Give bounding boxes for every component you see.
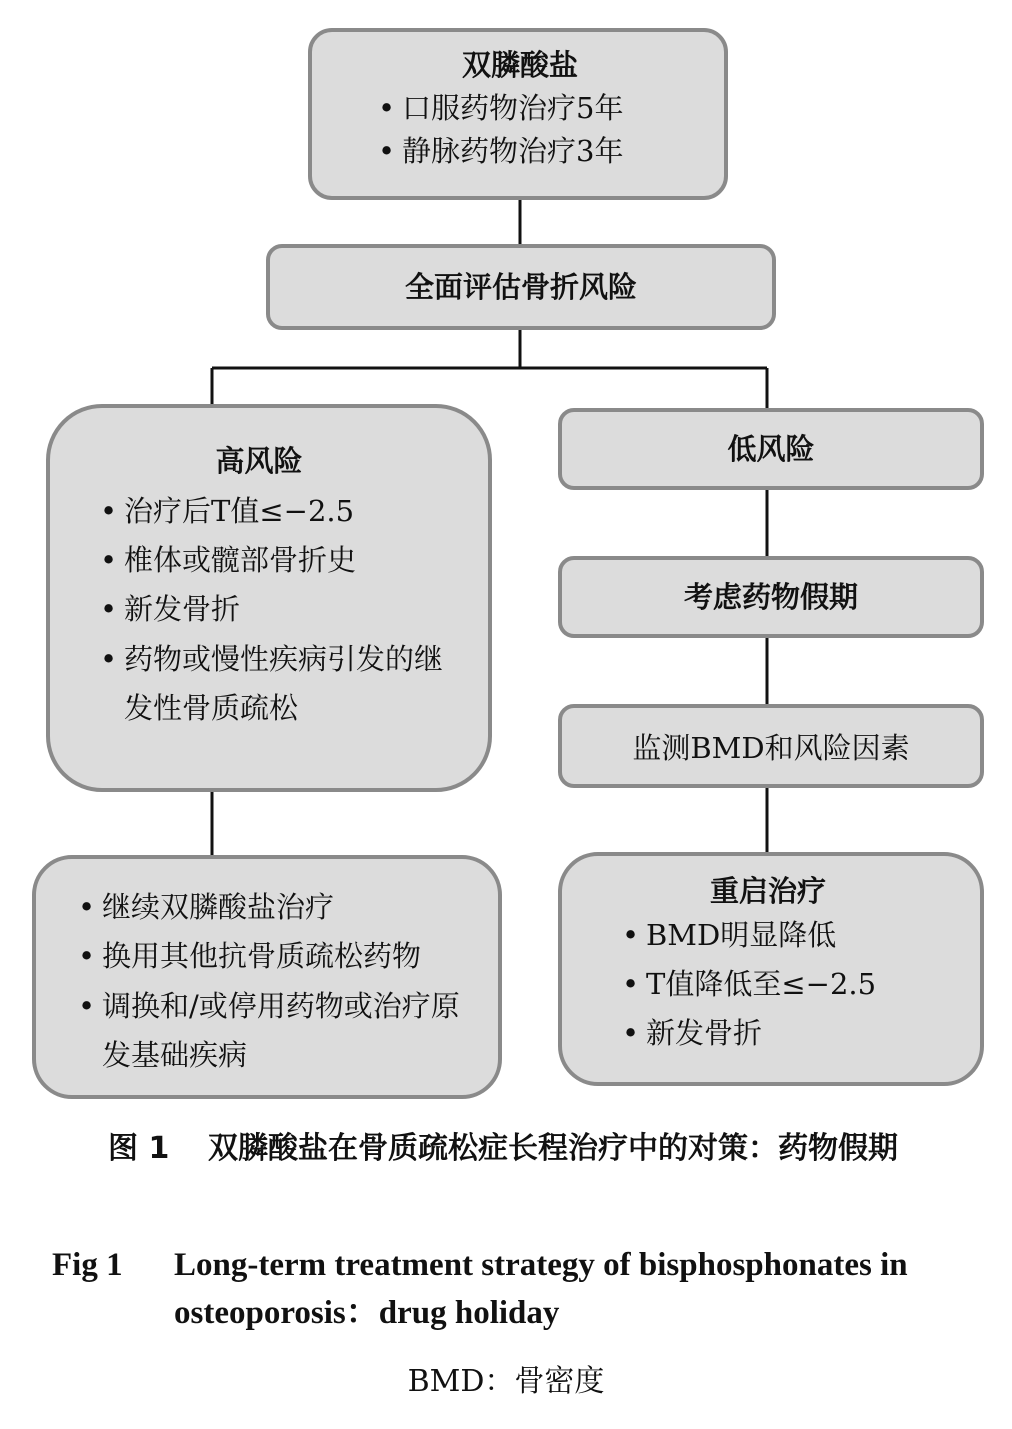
bisphosphonate-title: 双膦酸盐: [461, 48, 578, 82]
list-item: • 新发骨折: [618, 1009, 980, 1058]
restart-treatment-box: [558, 852, 984, 1086]
list-item: • 调换和/或停用药物或治疗原发基础疾病: [74, 982, 484, 1081]
list-item: • 椎体或髋部骨折史: [96, 536, 456, 585]
caption-en-text: Long-term treatment strategy of bisphosphonates in osteoporosis：drug holiday: [174, 1247, 908, 1331]
low-risk-box: [558, 408, 984, 490]
restart-treatment-list: [618, 911, 980, 1059]
list-item: • 口服药物治疗5年: [374, 87, 724, 131]
high-risk-box: [46, 404, 492, 792]
list-item: • 药物或慢性疾病引发的继发性骨质疏松: [96, 635, 456, 734]
list-item: • BMD明显降低: [618, 911, 980, 960]
high-risk-title: 高风险: [215, 444, 303, 478]
restart-treatment-title: 重启治疗: [709, 874, 826, 908]
caption-cn-label: 图 1: [108, 1131, 170, 1166]
high-risk-list: [96, 487, 456, 733]
drug-holiday-label: 考虑药物假期: [683, 579, 858, 614]
monitor-bmd-box: [558, 704, 984, 788]
low-risk-label: 低风险: [727, 431, 815, 466]
drug-holiday-box: [558, 556, 984, 638]
bisphosphonate-list: [374, 87, 724, 174]
monitor-bmd-label: 监测BMD和风险因素: [632, 730, 910, 765]
list-item: • 继续双膦酸盐治疗: [74, 883, 484, 932]
assess-risk-box: [266, 244, 776, 330]
caption-cn-text: 双膦酸盐在骨质疏松症长程治疗中的对策：药物假期: [208, 1131, 898, 1166]
list-item: • 治疗后T值≤−2.5: [96, 487, 456, 536]
high-risk-actions-box: [32, 855, 502, 1099]
list-item: • 静脉药物治疗3年: [374, 130, 724, 174]
high-risk-actions-list: [74, 883, 484, 1080]
bisphosphonate-box: [308, 28, 728, 200]
list-item: • 新发骨折: [96, 585, 456, 634]
assess-risk-label: 全面评估骨折风险: [404, 269, 637, 304]
list-item: • T值降低至≤−2.5: [618, 960, 980, 1009]
abbreviation-note: BMD：骨密度: [407, 1364, 605, 1399]
caption-en-label: Fig 1: [52, 1247, 123, 1283]
list-item: • 换用其他抗骨质疏松药物: [74, 932, 484, 981]
